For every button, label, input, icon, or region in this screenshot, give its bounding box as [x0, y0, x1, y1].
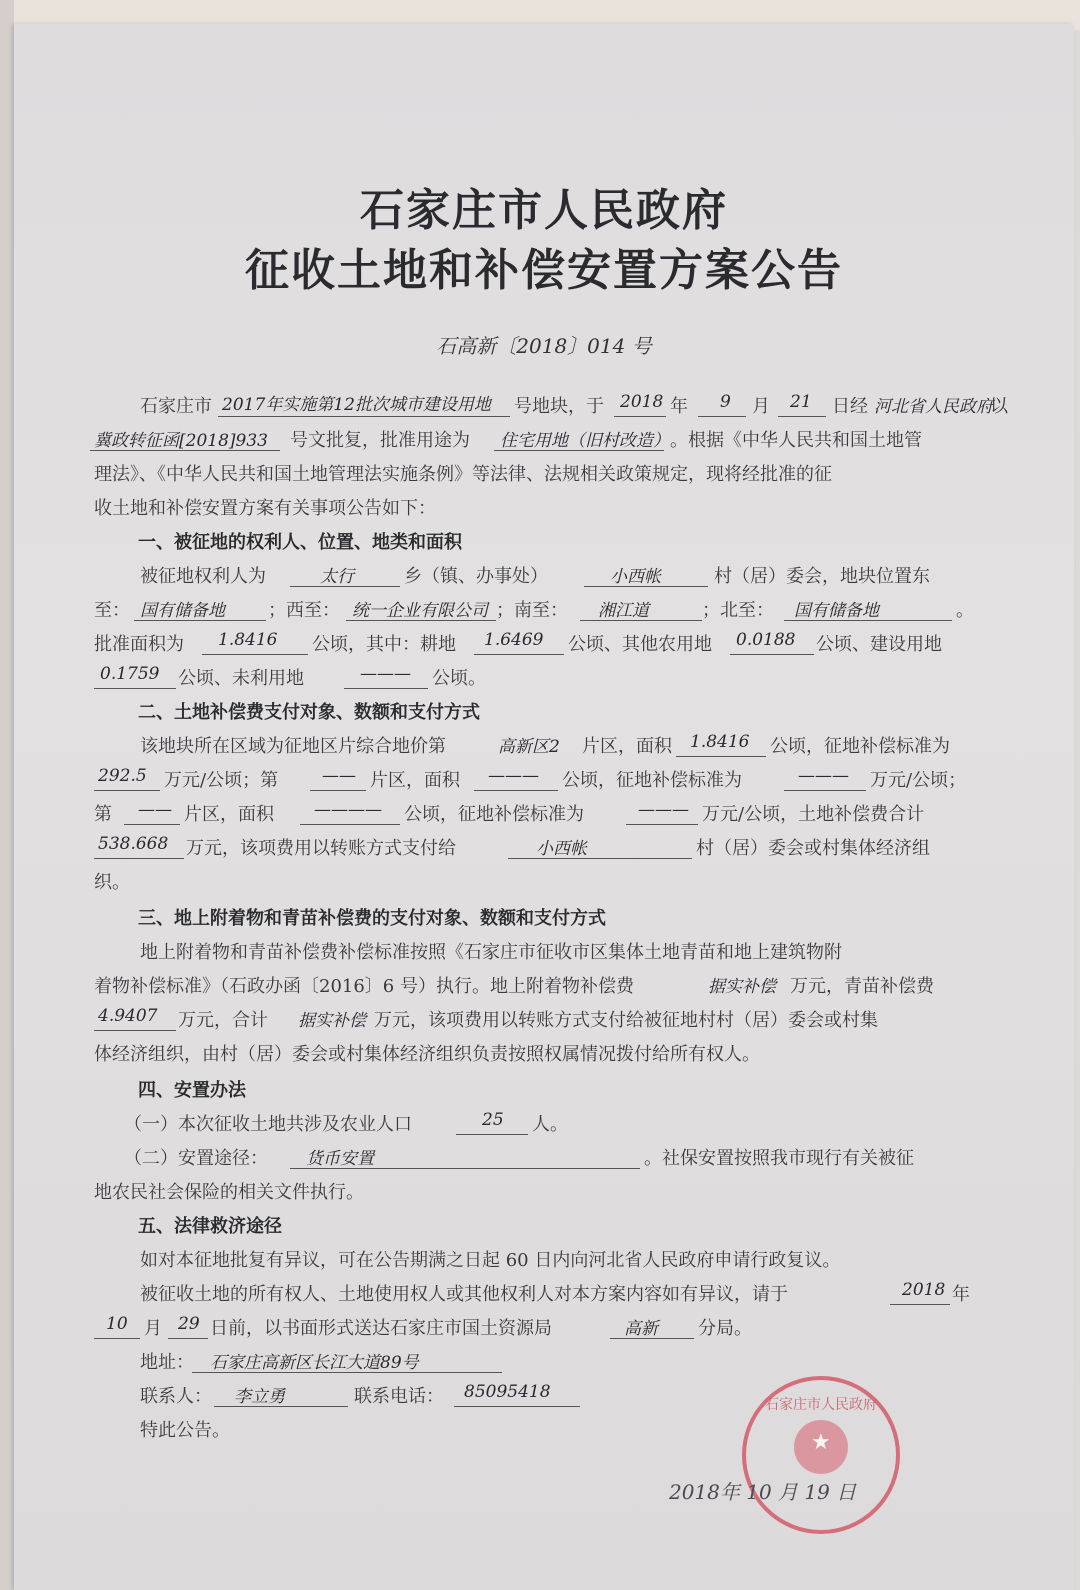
handwritten-other-agri: 0.0188: [736, 630, 796, 650]
handwritten-total-compensation: 538.668: [98, 834, 169, 854]
handwritten-deadline-day: 29: [178, 1314, 200, 1334]
handwritten-zone-area: 1.8416: [690, 732, 750, 752]
handwritten-unused: ———: [360, 664, 411, 684]
handwritten-government: 河北省人民政府: [874, 397, 993, 417]
handwritten-zone: 高新区2: [498, 737, 560, 757]
handwritten-construction: 0.1759: [100, 664, 160, 684]
handwritten-year: 2018: [620, 392, 664, 412]
handwritten-east: 国有储备地: [140, 601, 225, 621]
handwritten-address: 石家庄高新区长江大道89号: [210, 1353, 419, 1373]
handwritten-phone: 85095418: [464, 1382, 551, 1402]
handwritten-standard: 292.5: [98, 766, 147, 786]
handwritten-branch: 高新: [624, 1319, 658, 1339]
handwritten-batch: 2017年实施第12批次城市建设用地: [222, 395, 491, 415]
title-line-2: 征收土地和补偿安置方案公告: [245, 245, 843, 296]
handwritten-approval-no: 冀政转征函[2018]933: [94, 431, 268, 451]
handwritten-farmland: 1.6469: [484, 630, 544, 650]
signing-date: 2018年 10 月 19 日: [669, 1480, 857, 1504]
handwritten-township: 太行: [320, 567, 354, 587]
document-number: 石高新〔2018〕014 号: [436, 334, 652, 358]
handwritten-payee: 小西帐: [536, 839, 587, 859]
handwritten-people-count: 25: [482, 1110, 504, 1130]
handwritten-attachment-fee: 据实补偿: [708, 977, 776, 997]
star-icon: ★: [811, 1430, 831, 1455]
handwritten-village: 小西帐: [610, 567, 661, 587]
handwritten-deadline-year: 2018: [902, 1280, 946, 1300]
handwritten-month: 9: [720, 392, 731, 412]
handwritten-crops-fee: 4.9407: [98, 1006, 158, 1026]
handwritten-sum: 据实补偿: [298, 1011, 366, 1031]
handwritten-north: 国有储备地: [794, 601, 879, 621]
handwritten-day: 21: [790, 392, 812, 412]
title-line-1: 石家庄市人民政府: [360, 185, 728, 236]
handwritten-contact-name: 李立勇: [234, 1387, 285, 1407]
notice-paper: 石家庄市人民政府 征收土地和补偿安置方案公告 石高新〔2018〕014 号 石家庄市 2017年实施第12批次城市建设用地 号地块，于 2018 年 9 月 21 日经 河北省人民政府 以 冀政转征函[2018]933 号文批复，批准用途为 住宅用地（旧村改造） 。根据《中华人民共和国土地管 理法》、《中华人民共和国土地管理法实施条例》等法律、法规相关政策规定，现将经批准的征 收土地和补偿安置方案有关事项公告如下： 一、被征地的权利人、位置、地类和面积 被征地权利人为 太行 乡（镇、办事处） 小西帐 村（居）委会，地块位置东 至： 国有储备地 ；西至： 统一企业有限公司 ；南至： 湘江道 ；北至： 国有储备地 。 批准面积为 1.8416 公顷，其中：耕地 1.6469 公顷、其他农用地 0.0188 公顷、建设用地 0.1759 公顷、未利用地 ——— 公顷。 二、土地补偿费支付对象、数额和支付方式 该地块所在区域为征地区片综合地价第 高新区2 片区，面积 1.8416 公顷，征地补偿标准为 292.5 万元/公顷；第 —— 片区，面积 ——— 公顷，征地补偿标准为 ——— 万元/公顷； 第 —— 片区，面积 ———— 公顷，征地补偿标准为 ——— 万元/公顷，土地补偿费合计 538.668 万元，该项费用以转账方式支付给 小西帐 村（居）委会或村集体经济组 织。 三、地上附着物和青苗补偿费的支付对象、数额和支付方式 地上附着物和青苗补偿费补偿标准按照《石家庄市征收市区集体土地青苗和地上建筑物附 着物补偿标准》（石政办函〔2016〕6 号）执行。地上附着物补偿费 据实补偿 万元，青苗补偿费 4.9407 万元，合计 据实补偿 万元，该项费用以转账方式支付给被征地村村（居）委会或村集 体经济组织，由村（居）委会或村集体经济组织负责按照权属情况拨付给所有权人。 四、安置办法 （一）本次征收土地共涉及农业人口 25 人。 （二）安置途径： 货币安置 。社保安置按照我市现行有关被征 地农民社会保险的相关文件执行。 五、法律救济途径 如对本征地批复有异议，可在公告期满之日起 60 日内向河北省人民政府申请行政复议。 被征收土地的所有权人、土地使用权人或其他权利人对本方案内容如有异议，请于 2018 年 10 月 29 日前，以书面形式送达石家庄市国土资源局 高新 分局。 地址： 石家庄高新区长江大道89号 联系人： 李立勇 联系电话： 85095418 特此公告。 石家庄市人民政府 ★ 2018年 10 月 19 日: [14, 24, 1074, 1590]
official-seal: 石家庄市人民政府 ★: [742, 1376, 900, 1534]
handwritten-resettlement-method: 货币安置: [306, 1149, 374, 1169]
handwritten-south: 湘江道: [598, 601, 649, 621]
handwritten-west: 统一企业有限公司: [352, 601, 488, 621]
handwritten-land-use: 住宅用地（旧村改造）: [500, 431, 670, 451]
handwritten-deadline-month: 10: [106, 1314, 128, 1334]
wall-edge: [0, 0, 14, 1590]
handwritten-approved-area: 1.8416: [218, 630, 278, 650]
